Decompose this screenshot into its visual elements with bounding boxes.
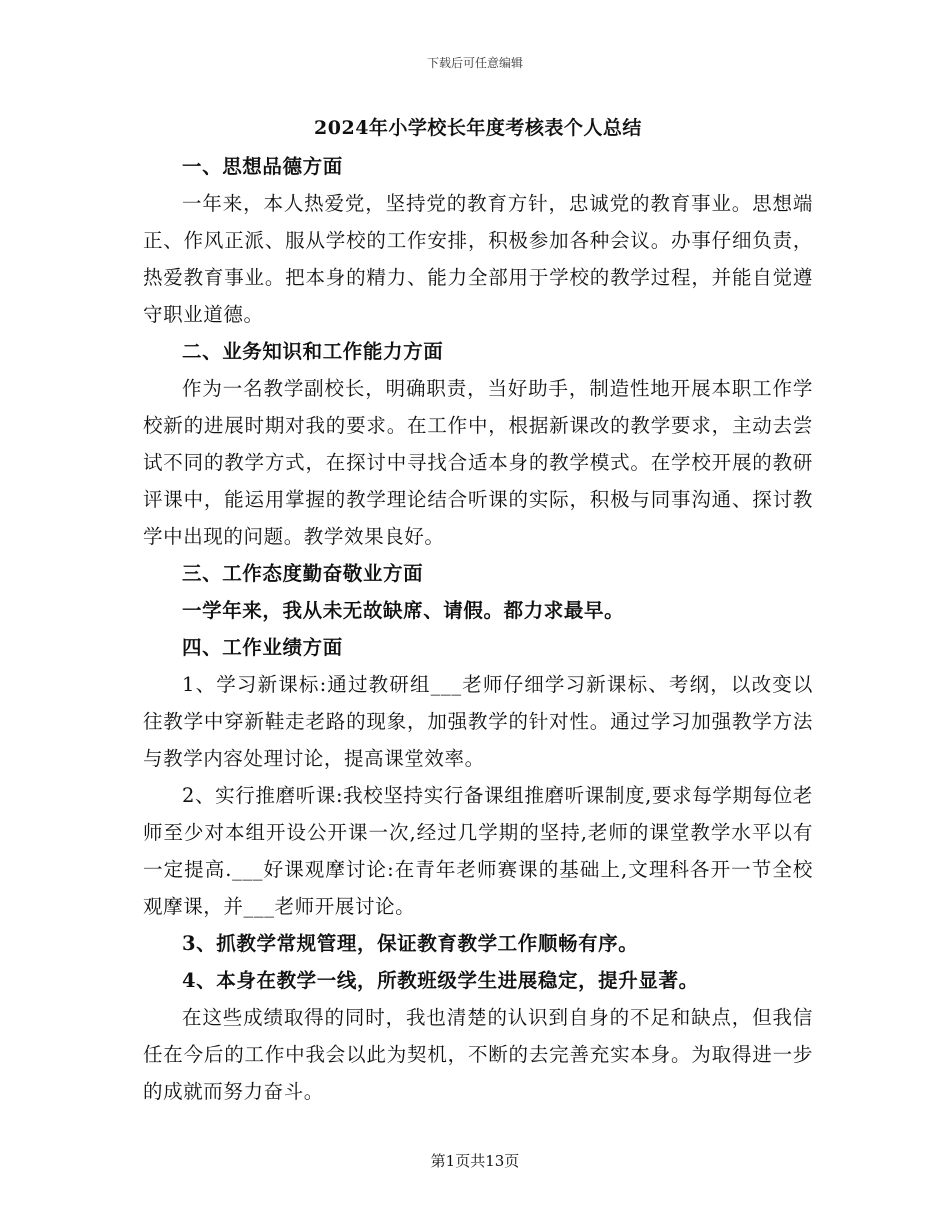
paragraph-6: 3、抓教学常规管理，保证教育教学工作顺畅有序。 (182, 932, 639, 955)
paragraph-3: 一学年来，我从未无故缺席、请假。都力求最早。 (182, 599, 625, 622)
paragraph-7: 4、本身在教学一线，所教班级学生进展稳定，提升显著。 (182, 969, 699, 992)
page-number: 第1页共13页 (430, 1152, 520, 1170)
section-heading-4: 四、工作业绩方面 (182, 636, 343, 659)
paragraph-5: 2、实行推磨听课:我校坚持实行备课组推磨听课制度,要求每学期每位老师至少对本组开设公开课一次,经过几学期的坚持,老师的课堂教学水平以有一定提高.___好课观摩讨论:在青年老师赛课的基础上,文理科各开一节全校观摩课，并___老师开展讨论。 (143, 784, 813, 918)
paragraph-2: 作为一名教学副校长，明确职责，当好助手，制造性地开展本职工作学校新的进展时期对我的要求。在工作中，根据新课改的教学要求，主动去尝试不同的教学方式，在探讨中寻找合适本身的教学模式。在学校开展的教研评课中，能运用掌握的教学理论结合听课的实际，积极与同事沟通、探讨教学中出现的问题。教学效果良好。 (143, 377, 813, 548)
section-heading-2: 二、业务知识和工作能力方面 (182, 340, 444, 363)
section-heading-1: 一、思想品德方面 (182, 155, 343, 178)
paragraph-1: 一年来，本人热爱党，坚持党的教育方针，忠诚党的教育事业。思想端正、作风正派、服从学校的工作安排，积极参加各种会议。办事仔细负责，热爱教育事业。把本身的精力、能力全部用于学校的教学过程，并能自觉遵守职业道德。 (143, 192, 813, 326)
page-header-note: 下载后可任意编辑 (426, 56, 523, 70)
paragraph-8: 在这些成绩取得的同时，我也清楚的认识到自身的不足和缺点，但我信任在今后的工作中我会以此为契机，不断的去完善充实本身。为取得进一步的成就而努力奋斗。 (143, 1006, 813, 1103)
section-heading-3: 三、工作态度勤奋敬业方面 (182, 562, 424, 585)
paragraph-4: 1、学习新课标:通过教研组___老师仔细学习新课标、考纲，以改变以往教学中穿新鞋走老路的现象，加强教学的针对性。通过学习加强教学方法与教学内容处理讨论，提高课堂效率。 (143, 673, 813, 770)
document-body (143, 108, 813, 1110)
document-title: 2024年小学校长年度考核表个人总结 (314, 117, 642, 139)
